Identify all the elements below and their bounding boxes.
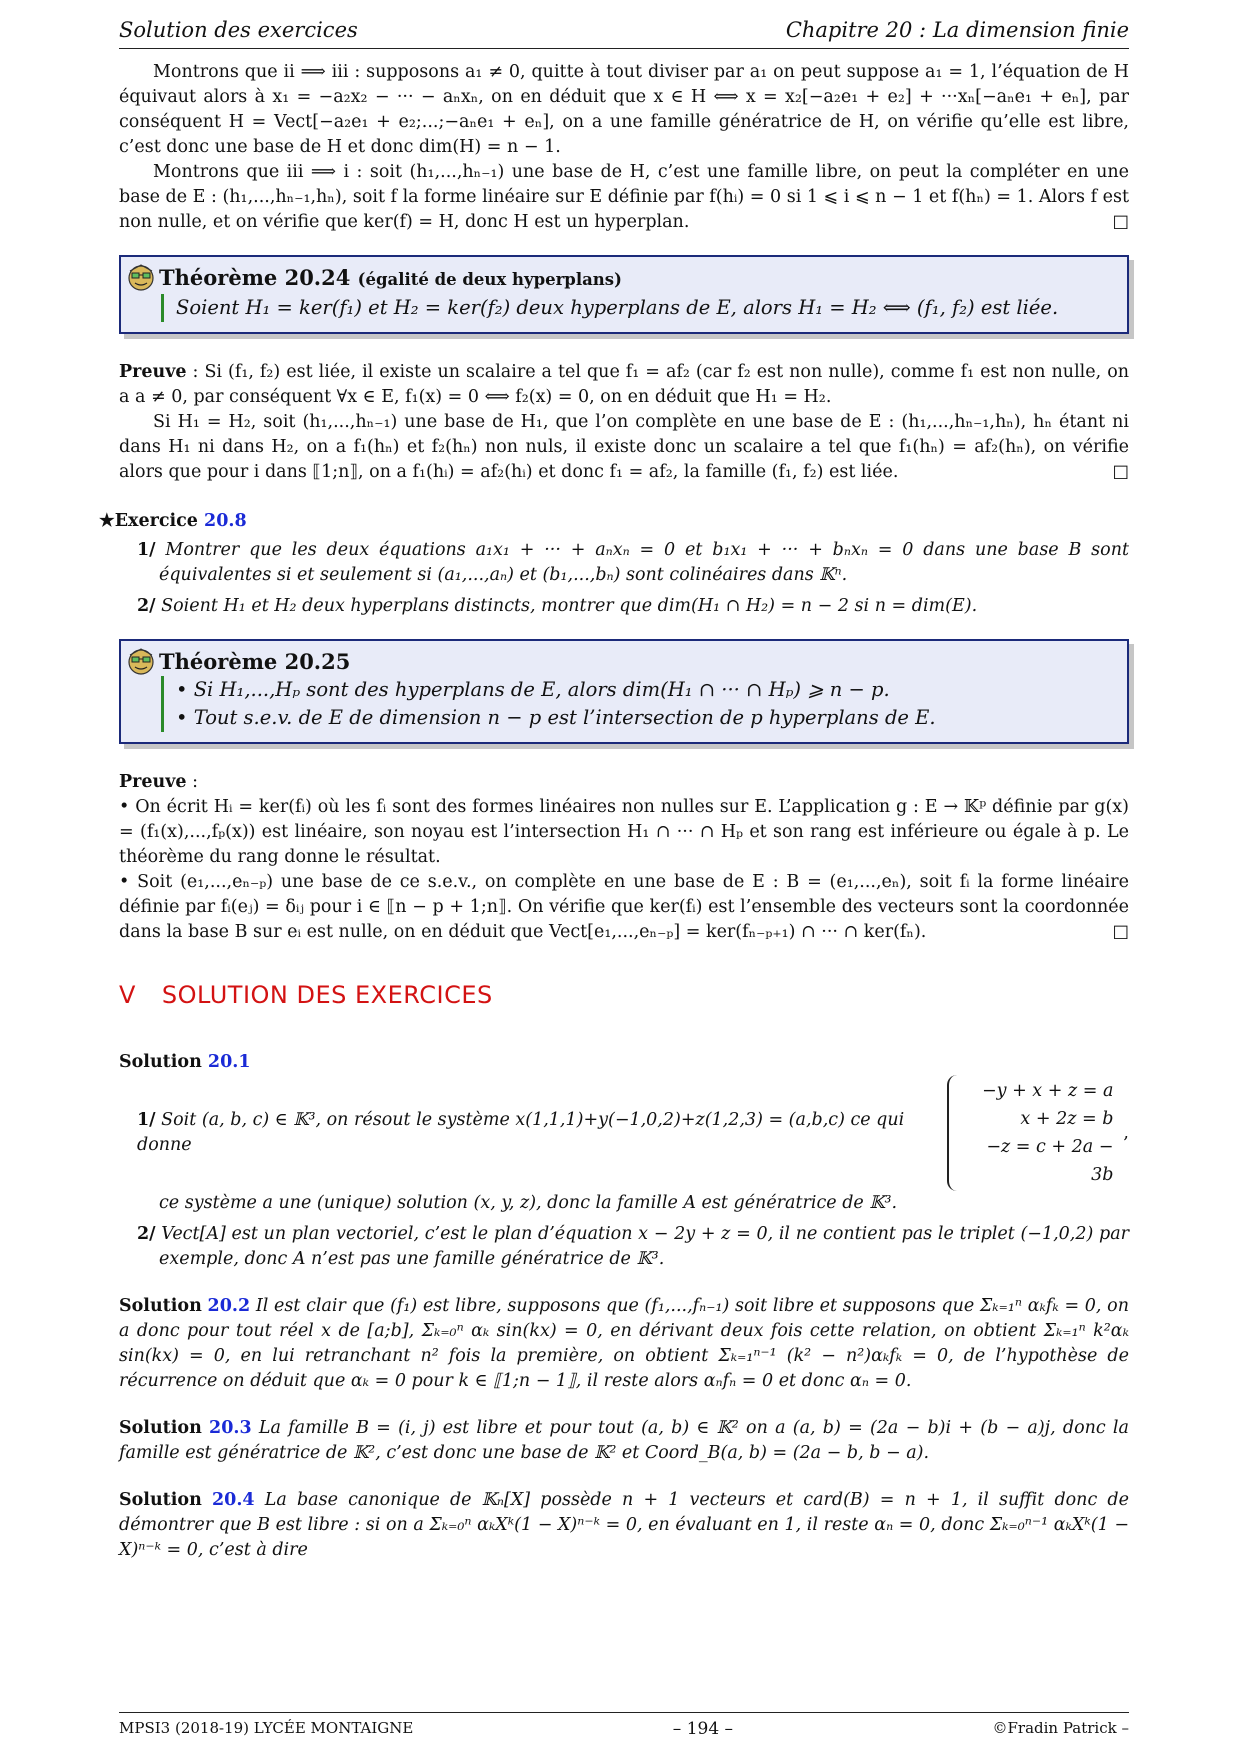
footer-right: ©Fradin Patrick – — [992, 1719, 1129, 1737]
solution-item: 2/ Vect[A] est un plan vectoriel, c’est le plan d’équation x − 2y + z = 0, il ne contient pas le triplet (−1,0,2) par exemple, donc A n’est pas une famille génératrice de 𝕂³. — [137, 1224, 1129, 1269]
qed-symbol: □ — [1112, 922, 1129, 942]
theorem-statement: Soient H₁ = ker(f₁) et H₂ = ker(f₂) deux hyperplans de E, alors H₁ = H₂ ⟺ (f₁, f₂) est liée. — [161, 294, 1113, 322]
proof-paragraph: Montrons que ii ⟹ iii : supposons a₁ ≠ 0, quitte à tout diviser par a₁ on peut suppose a₁ = 1, l’équation de H équivaut alors à x₁ = −a₂x₂ − ··· − aₙxₙ, on en déduit que x ∈ H ⟺ x = x₂[−a₂e₁ + e₂] + ···xₙ[−aₙe₁ + eₙ], par conséquent H = Vect[−a₂e₁ + e₂;...;−aₙe₁ + eₙ], on a une famille génératrice de H, on vérifie qu’elle est libre, c’est donc une base de H et donc dim(H) = n − 1. — [119, 62, 1129, 157]
solution-item: 1/ Soit (a, b, c) ∈ 𝕂³, on résout le système x(1,1,1)+y(−1,0,2)+z(1,2,3) = (a,b,c) ce qui donne −y + x + z = a x + 2z = b −z = c + 2a − 3b , — [119, 1075, 1129, 1191]
star-icon: ★ — [99, 511, 115, 531]
solution-block — [119, 1050, 1129, 1272]
proof-paragraph: Preuve : Si (f₁, f₂) est liée, il existe un scalaire a tel que f₁ = af₂ (car f₂ est non nulle), comme f₁ est non nulle, on a a ≠ 0, par conséquent ∀x ∈ E, f₁(x) = 0 ⟺ f₂(x) = 0, on en déduit que H₁ = H₂. — [119, 362, 1129, 407]
footer-left: MPSI3 (2018-19) LYCÉE MONTAIGNE — [119, 1719, 414, 1737]
page-content — [99, 60, 1129, 1585]
smiley-teacher-icon — [127, 647, 155, 675]
solution-text: ce système a une (unique) solution (x, y, z), donc la famille A est génératrice de 𝕂³. — [159, 1193, 898, 1213]
proof-paragraph: Montrons que iii ⟹ i : soit (h₁,...,hₙ₋₁) une base de H, c’est une famille libre, on peut la compléter en une base de E : (h₁,...,hₙ₋₁,hₙ), soit f la forme linéaire sur E définie par f(hᵢ) = 0 si 1 ⩽ i ⩽ n − 1 et f(hₙ) = 1. Alors f est non nulle, et on vérifie que ker(f) = H, donc H est un hyperplan. □ — [119, 160, 1129, 235]
theorem-statement: • Si H₁,...,Hₚ sont des hyperplans de E, alors dim(H₁ ∩ ··· ∩ Hₚ) ⩾ n − p. • Tout s.e.v. de E de dimension n − p est l’intersection de p hyperplans de E. — [161, 676, 1113, 732]
page-header — [119, 18, 1129, 49]
theorem-title: Théorème 20.24 (égalité de deux hyperplans) — [159, 265, 622, 290]
proof-paragraph: • Soit (e₁,...,eₙ₋ₚ) une base de ce s.e.v., on complète en une base de E : B = (e₁,...,eₙ), soit fᵢ la forme linéaire définie par fᵢ(eⱼ) = δᵢⱼ pour i ∈ ⟦n − p + 1;n⟧. On vérifie que ker(fᵢ) est l’ensemble des vecteurs sont la coordonnée dans la base B sur eᵢ est nulle, on en déduit que Vect[e₁,...,eₙ₋ₚ] = ker(fₙ₋ₚ₊₁) ∩ ··· ∩ ker(fₙ). □ — [119, 870, 1129, 945]
solution-link[interactable]: 20.2 — [207, 1296, 251, 1316]
exercise-item: 1/ Montrer que les deux équations a₁x₁ + ··· + aₙxₙ = 0 et b₁x₁ + ··· + bₙxₙ = 0 dans une base B sont équivalentes si et seulement si (a₁,...,aₙ) et (b₁,...,bₙ) sont colinéaires dans 𝕂ⁿ. — [137, 540, 1129, 585]
proof-label: Preuve : — [119, 772, 199, 792]
solution-link[interactable]: 20.1 — [207, 1052, 251, 1072]
solution-text: La famille B = (i, j) est libre et pour tout (a, b) ∈ 𝕂² on a (a, b) = (2a − b)i + (b − a)j, donc la famille est génératrice de 𝕂², c’est donc une base de 𝕂² et Coord_B(a, b) = (2a − b, b − a). — [119, 1418, 1129, 1463]
header-left: Solution des exercices — [119, 18, 358, 42]
solution-text: La base canonique de 𝕂ₙ[X] possède n + 1 vecteurs et card(B) = n + 1, il suffit donc de démontrer que B est libre : si on a Σₖ₌₀ⁿ αₖXᵏ(1 − X)ⁿ⁻ᵏ = 0, en évaluant en 1, il reste αₙ = 0, donc Σₖ₌₀ⁿ⁻¹ αₖXᵏ(1 − X)ⁿ⁻ᵏ = 0, c’est à dire — [119, 1490, 1129, 1560]
proof-paragraph: • On écrit Hᵢ = ker(fᵢ) où les fᵢ sont des formes linéaires non nulles sur E. L’application g : E → 𝕂ᵖ définie par g(x) = (f₁(x),...,fₚ(x)) est linéaire, son noyau est l’intersection H₁ ∩ ··· ∩ Hₚ et son rang est inférieure ou égale à p. Le théorème du rang donne le résultat. — [119, 797, 1129, 867]
page-number: – 194 – — [672, 1719, 734, 1739]
theorem-box — [119, 639, 1129, 744]
solution-link[interactable]: 20.3 — [209, 1418, 252, 1438]
section-heading: V SOLUTION DES EXERCICES — [119, 981, 493, 1009]
theorem-title: Théorème 20.25 — [159, 649, 351, 674]
solution-link[interactable]: 20.4 — [211, 1490, 255, 1510]
exercise-link[interactable]: 20.8 — [204, 511, 247, 531]
proof-paragraph: Si H₁ = H₂, soit (h₁,...,hₙ₋₁) une base de H₁, que l’on complète en une base de E : (h₁,...,hₙ₋₁,hₙ), hₙ étant ni dans H₁ ni dans H₂, on a f₁(hₙ) et f₂(hₙ) non nuls, il existe donc un scalaire a tel que f₁(hₙ) = af₂(hₙ), on vérifie alors que pour i dans ⟦1;n⟧, on a f₁(hᵢ) = af₂(hᵢ) et donc f₁ = af₂, la famille (f₁, f₂) est liée. □ — [119, 410, 1129, 485]
solution-text: Il est clair que (f₁) est libre, supposons que (f₁,...,fₙ₋₁) soit libre et supposons que Σₖ₌₁ⁿ αₖfₖ = 0, on a donc pour tout réel x de [a;b], Σₖ₌₀ⁿ αₖ sin(kx) = 0, en dérivant deux fois cette relation, on obtient Σₖ₌₁ⁿ k²αₖ sin(kx) = 0, en lui retranchant n² fois la première, on obtient Σₖ₌₁ⁿ⁻¹ (k² − n²)αₖfₖ = 0, de l’hypothèse de récurrence on déduit que αₖ = 0 pour k ∈ ⟦1;n − 1⟧, il reste alors αₙfₙ = 0 et donc αₙ = 0. — [119, 1296, 1129, 1391]
exercise-item: 2/ Soient H₁ et H₂ deux hyperplans distincts, montrer que dim(H₁ ∩ H₂) = n − 2 si n = dim(E). — [137, 596, 978, 616]
header-right: Chapitre 20 : La dimension finie — [785, 18, 1129, 42]
exercise-heading: ★Exercice 20.8 — [99, 511, 247, 531]
smiley-teacher-icon — [127, 263, 155, 291]
equation-system: −y + x + z = a x + 2z = b −z = c + 2a − 3b — [947, 1075, 1114, 1191]
qed-symbol: □ — [1112, 212, 1129, 232]
solution-block: Solution 20.4 La base canonique de 𝕂ₙ[X] possède n + 1 vecteurs et card(B) = n + 1, il suffit donc de démontrer que B est libre : si on a Σₖ₌₀ⁿ αₖXᵏ(1 − X)ⁿ⁻ᵏ = 0, en évaluant en 1, il reste αₙ = 0, donc Σₖ₌₀ⁿ⁻¹ αₖXᵏ(1 − X)ⁿ⁻ᵏ = 0, c’est à dire — [119, 1490, 1129, 1560]
solution-heading: Solution 20.1 — [119, 1052, 251, 1072]
theorem-box — [119, 255, 1129, 334]
page-footer — [119, 1712, 1129, 1739]
qed-symbol: □ — [1112, 462, 1129, 482]
solution-block: Solution 20.2 Il est clair que (f₁) est libre, supposons que (f₁,...,fₙ₋₁) soit libre et supposons que Σₖ₌₁ⁿ αₖfₖ = 0, on a donc pour tout réel x de [a;b], Σₖ₌₀ⁿ αₖ sin(kx) = 0, en dérivant deux fois cette relation, on obtient Σₖ₌₁ⁿ k²αₖ sin(kx) = 0, en lui retranchant n² fois la première, on obtient Σₖ₌₁ⁿ⁻¹ (k² − n²)αₖfₖ = 0, de l’hypothèse de récurrence on déduit que αₖ = 0 pour k ∈ ⟦1;n − 1⟧, il reste alors αₙfₙ = 0 et donc αₙ = 0. — [119, 1296, 1129, 1391]
solution-block: Solution 20.3 La famille B = (i, j) est libre et pour tout (a, b) ∈ 𝕂² on a (a, b) = (2a − b)i + (b − a)j, donc la famille est génératrice de 𝕂², c’est donc une base de 𝕂² et Coord_B(a, b) = (2a − b, b − a). — [119, 1418, 1129, 1463]
